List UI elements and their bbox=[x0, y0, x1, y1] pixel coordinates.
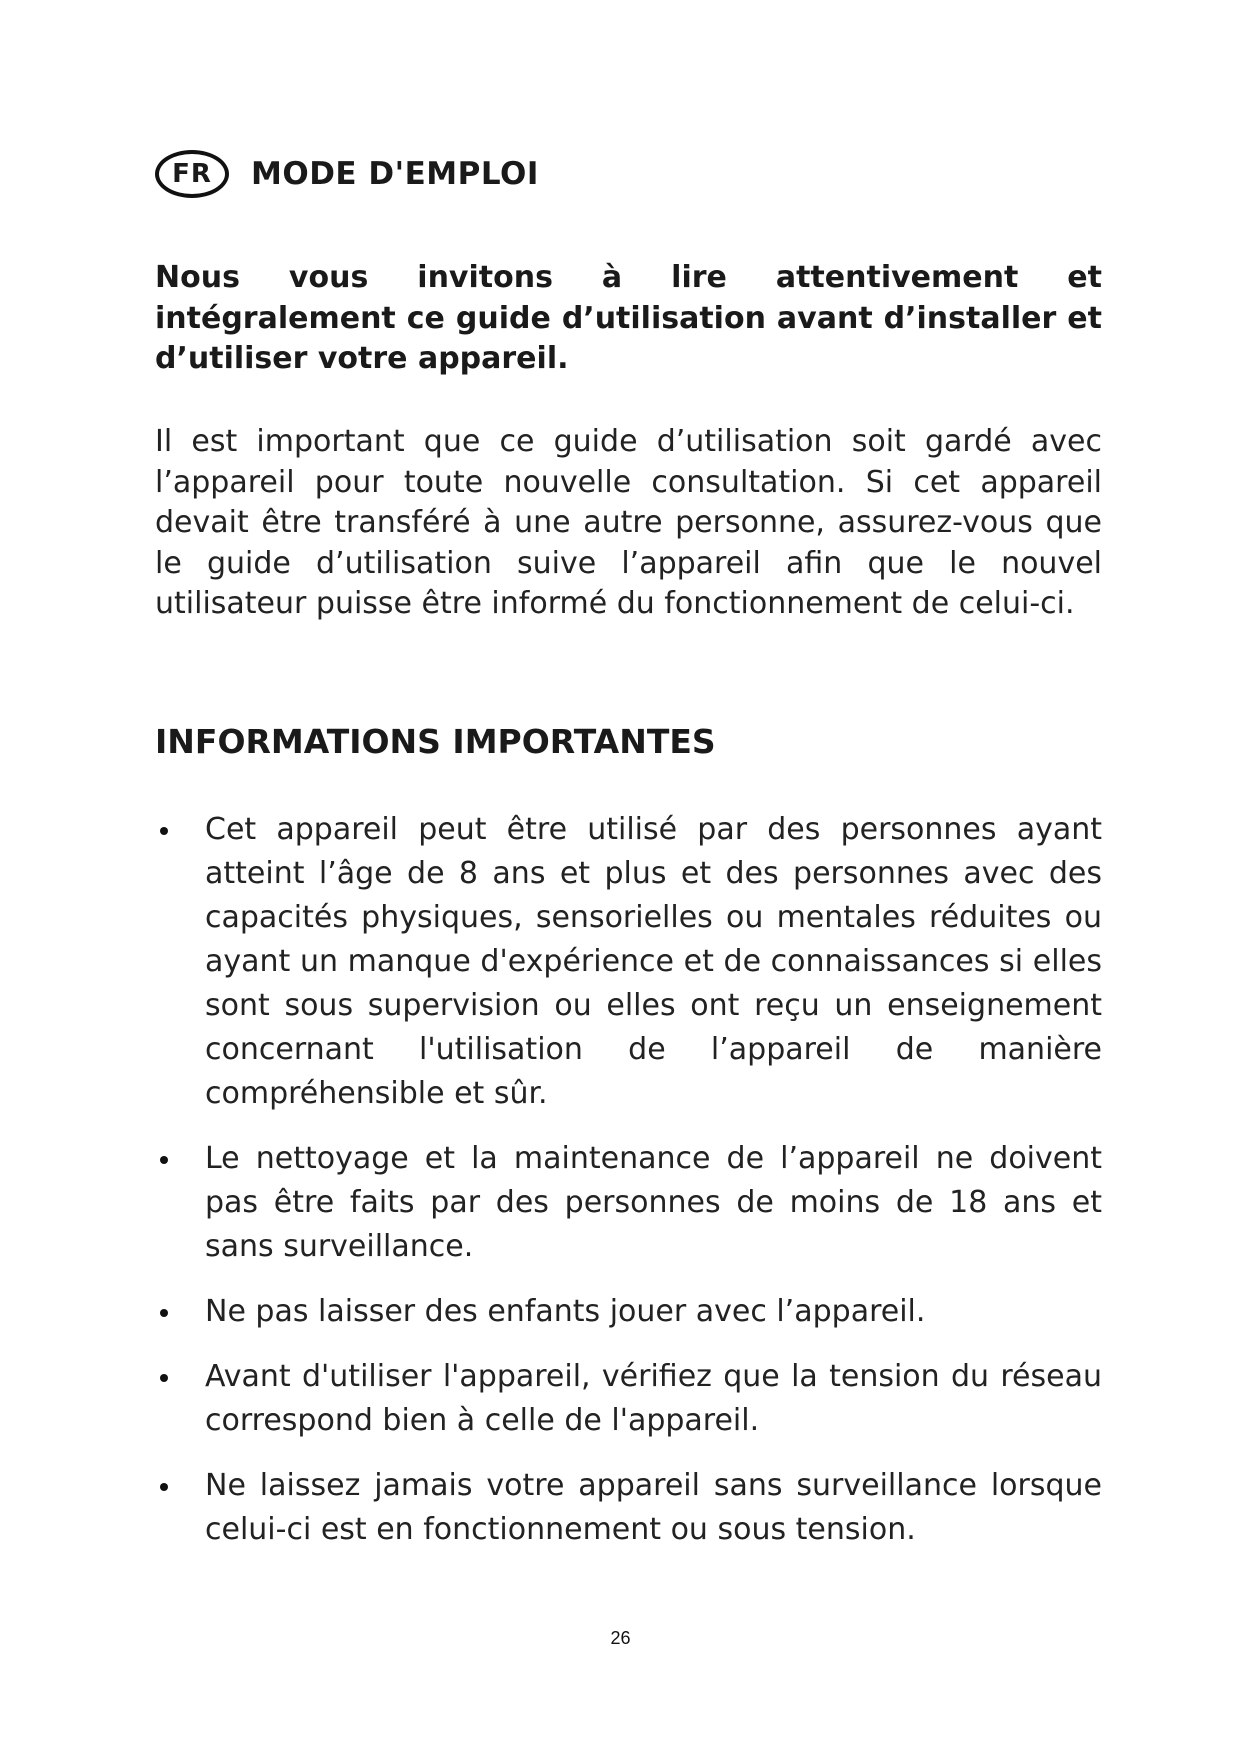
guide-paragraph: Il est important que ce guide d’utilisation soit gardé avec l’appareil pour toute nouvelle consultation. Si cet appareil devait être transféré à une autre personne, assurez-vous que le guide d’utilisation suive l’appareil afin que le nouvel utilisateur puisse être informé du fonctionnement de celui-ci. bbox=[155, 424, 1102, 621]
bullet-icon bbox=[160, 1309, 168, 1317]
language-badge: FR bbox=[155, 150, 229, 198]
list-item-text: Avant d'utiliser l'appareil, vérifiez que la tension du réseau correspond bien à celle de l'appareil. bbox=[205, 1359, 1102, 1438]
section-title: INFORMATIONS IMPORTANTES bbox=[155, 722, 716, 761]
page-header bbox=[155, 148, 539, 200]
bullet-icon bbox=[160, 827, 168, 835]
bullet-icon bbox=[160, 1156, 168, 1164]
list-item-text: Ne laissez jamais votre appareil sans surveillance lorsque celui-ci est en fonctionnement ou sous tension. bbox=[205, 1468, 1102, 1547]
list-item bbox=[155, 1290, 1102, 1334]
list-item-text: Le nettoyage et la maintenance de l’appareil ne doivent pas être faits par des personnes de moins de 18 ans et sans surveillance. bbox=[205, 1141, 1102, 1264]
safety-list bbox=[155, 808, 1102, 1573]
list-item-text: Ne pas laisser des enfants jouer avec l’appareil. bbox=[205, 1294, 926, 1329]
list-item-text: Cet appareil peut être utilisé par des personnes ayant atteint l’âge de 8 ans et plus et des personnes avec des capacités physiques, sensorielles ou mentales réduites ou ayant un manque d'expérience et de connaissances si elles sont sous supervision ou elles ont reçu un enseignement concernant l'utilisation de l’appareil de manière compréhensible et sûr. bbox=[205, 812, 1102, 1111]
bullet-icon bbox=[160, 1374, 168, 1382]
intro-paragraph: Nous vous invitons à lire attentivement et intégralement ce guide d’utilisation avant d’installer et d’utiliser votre appareil. bbox=[155, 260, 1102, 376]
bullet-icon bbox=[160, 1483, 168, 1491]
list-item bbox=[155, 1464, 1102, 1552]
list-item bbox=[155, 1137, 1102, 1269]
list-item bbox=[155, 1355, 1102, 1443]
list-item bbox=[155, 808, 1102, 1116]
page-number: 26 bbox=[610, 1628, 631, 1648]
page-title: MODE D'EMPLOI bbox=[251, 156, 539, 192]
